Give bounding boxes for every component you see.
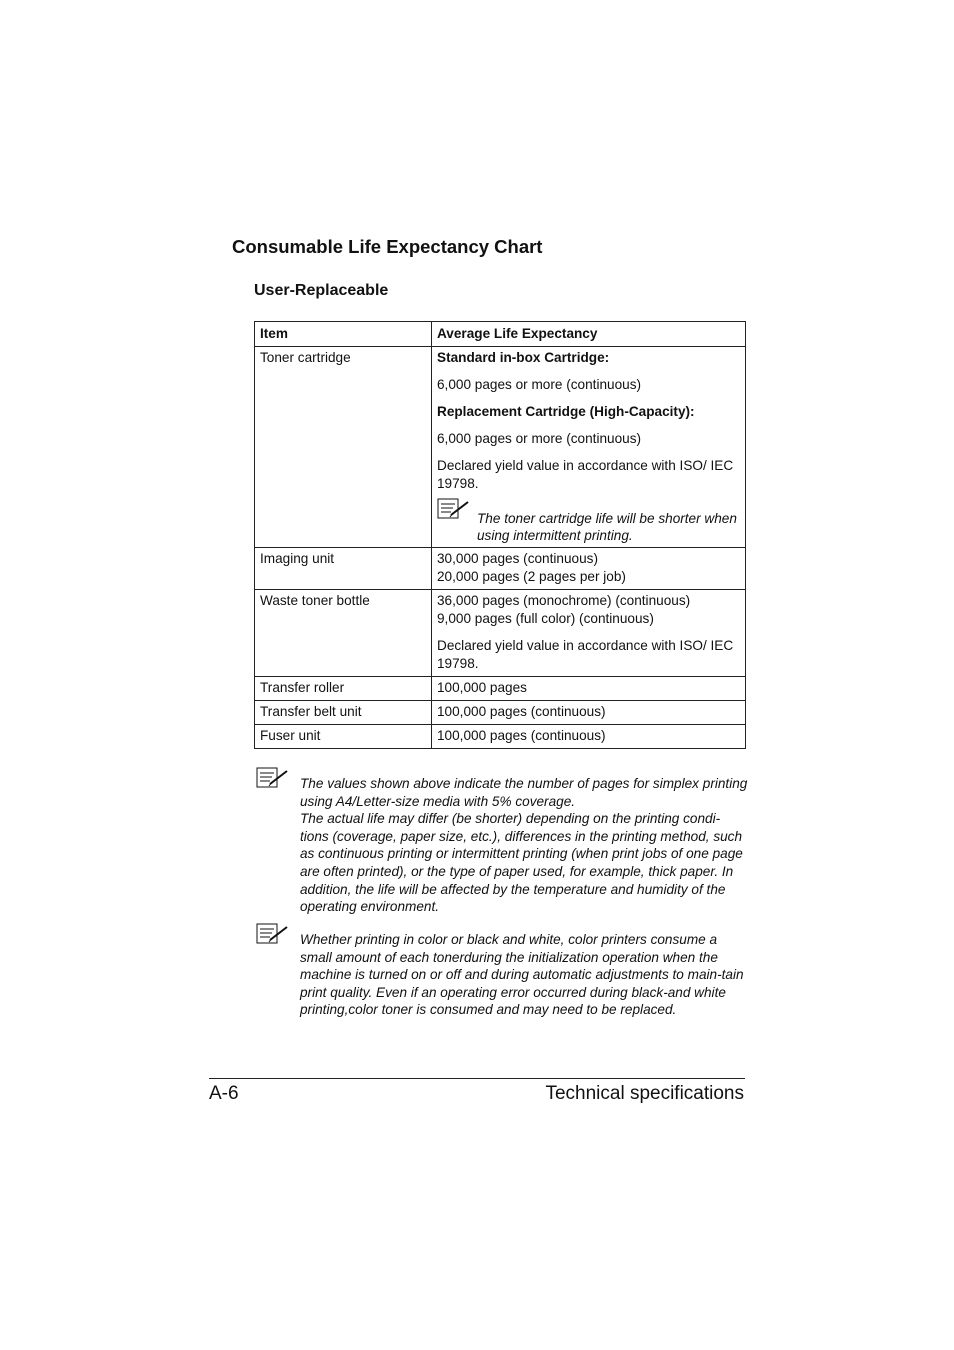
table-row — [255, 347, 746, 548]
memo-pencil-icon — [256, 767, 288, 789]
note-simplex-p2: The actual life may differ (be shorter) depending on the printing condi-tions (coverage, paper size, etc.), differences in the printing method, such as continuous printing or intermittent printing (when print jobs of one page are often printed), or the type of paper used, for example, thick paper. In addition, the life will be affected by the temperature and humidity of the operating environment. — [300, 811, 743, 915]
imaging-life-line1: 30,000 pages (continuous) — [437, 551, 598, 566]
subsection-title: User-Replaceable — [254, 282, 389, 299]
item-imaging-unit: Imaging unit — [255, 548, 432, 590]
waste-life-line1: 36,000 pages (monochrome) (continuous) — [437, 593, 691, 608]
memo-pencil-icon — [256, 923, 288, 945]
toner-life-cell — [432, 347, 746, 548]
footer-divider — [209, 1078, 745, 1079]
table-row — [255, 677, 746, 701]
standard-cartridge-label: Standard in-box Cartridge: — [437, 350, 610, 365]
note-color-toner-p: Whether printing in color or black and white, color printers consume a small amount of each tonerduring the initialization operation when the machine is turned on or off and during automatic adjustments to main-tain print quality. Even if an operating error occurred during black-and white printing,color toner is consumed and may need to be replaced. — [300, 932, 744, 1018]
toner-note — [437, 498, 740, 544]
note-simplex-text — [300, 775, 748, 916]
transfer-belt-life: 100,000 pages (continuous) — [432, 701, 746, 725]
waste-life-cell — [432, 590, 746, 677]
standard-cartridge-value: 6,000 pages or more (continuous) — [437, 377, 642, 392]
item-toner-cartridge: Toner cartridge — [255, 347, 432, 548]
note-color-toner — [256, 923, 748, 1019]
note-simplex-values — [256, 767, 748, 916]
waste-declared-yield: Declared yield value in accordance with ISO/ IEC 19798. — [437, 638, 734, 671]
fuser-unit-life: 100,000 pages (continuous) — [432, 725, 746, 749]
memo-pencil-icon — [437, 498, 469, 520]
item-waste-toner-bottle: Waste toner bottle — [255, 590, 432, 677]
life-expectancy-table — [254, 321, 746, 749]
toner-note-text: The toner cartridge life will be shorter when using intermittent printing. — [477, 511, 737, 543]
chapter-title: Technical specifications — [545, 1083, 744, 1104]
table-row — [255, 548, 746, 590]
replacement-cartridge-label: Replacement Cartridge (High-Capacity): — [437, 404, 695, 419]
table-row — [255, 590, 746, 677]
transfer-roller-life: 100,000 pages — [432, 677, 746, 701]
item-transfer-belt-unit: Transfer belt unit — [255, 701, 432, 725]
imaging-life-cell — [432, 548, 746, 590]
imaging-life-line2: 20,000 pages (2 pages per job) — [437, 569, 626, 584]
replacement-cartridge-value: 6,000 pages or more (continuous) — [437, 431, 642, 446]
table-row — [255, 725, 746, 749]
header-item: Item — [255, 322, 432, 347]
item-fuser-unit: Fuser unit — [255, 725, 432, 749]
note-color-toner-text — [300, 931, 748, 1019]
table-row — [255, 701, 746, 725]
page-number: A-6 — [209, 1083, 239, 1104]
table-header-row — [255, 322, 746, 347]
note-simplex-p1: The values shown above indicate the number of pages for simplex printing using A4/Letter-size media with 5% coverage. — [300, 776, 748, 809]
toner-declared-yield: Declared yield value in accordance with ISO/ IEC 19798. — [437, 458, 734, 491]
header-life-expectancy: Average Life Expectancy — [432, 322, 746, 347]
item-transfer-roller: Transfer roller — [255, 677, 432, 701]
section-title: Consumable Life Expectancy Chart — [232, 236, 543, 257]
waste-life-line2: 9,000 pages (full color) (continuous) — [437, 611, 654, 626]
